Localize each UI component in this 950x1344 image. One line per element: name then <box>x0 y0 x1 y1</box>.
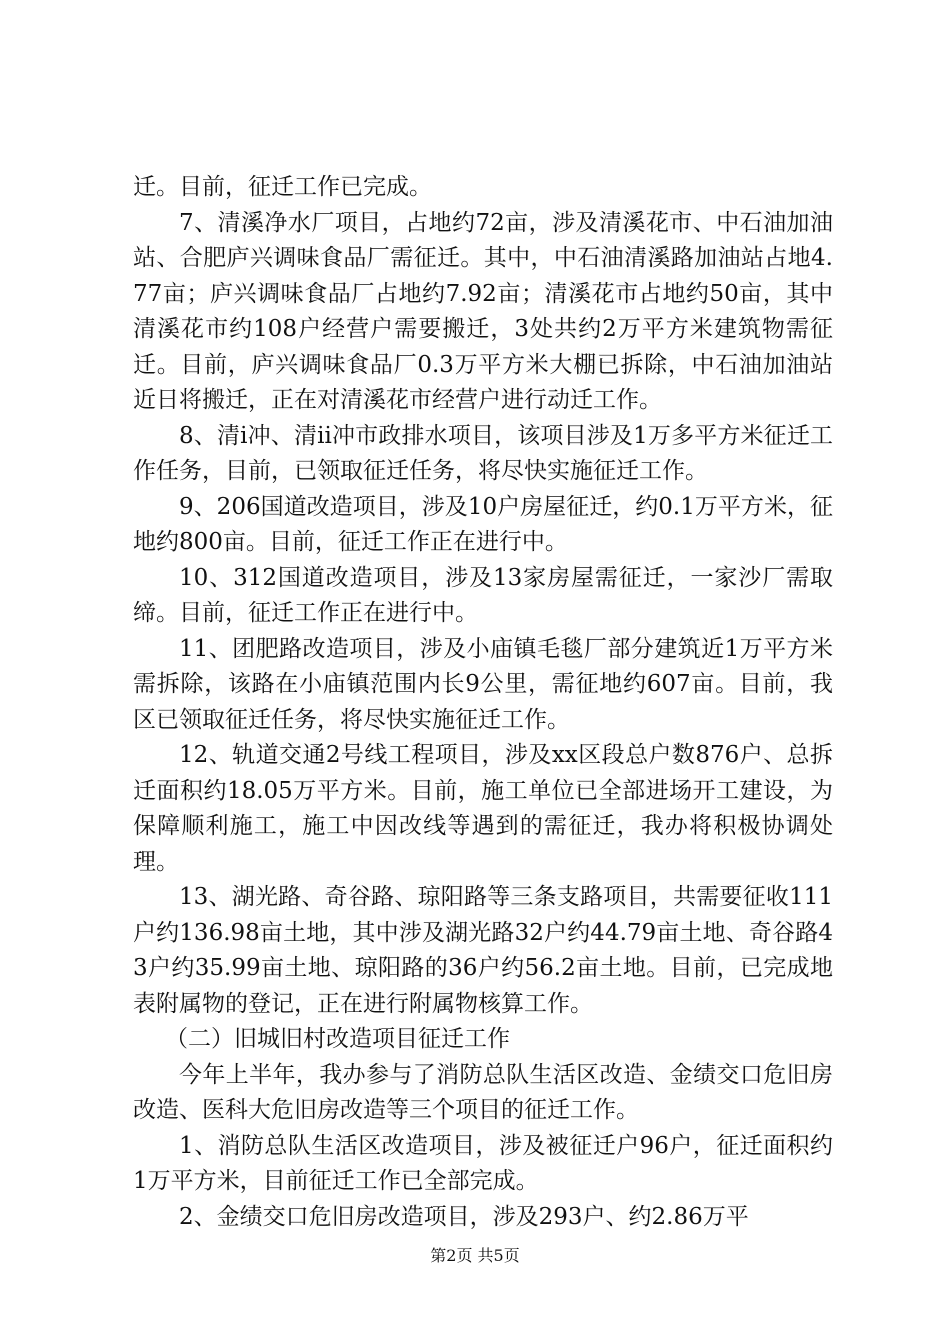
paragraph-continuation: 迁。目前，征迁工作已完成。 <box>133 174 432 200</box>
paragraph-item-8: 8、清ⅰ冲、清ⅱ冲市政排水项目，该项目涉及1万多平方米征迁工作任务，目前，已领取征迁任务，将尽快实施征迁工作。 <box>133 422 833 484</box>
document-body <box>133 170 833 1235</box>
paragraph-item-10: 10、312国道改造项目，涉及13家房屋需征迁，一家沙厂需取缔。目前，征迁工作正在进行中。 <box>133 564 833 626</box>
paragraph-item-11: 11、团肥路改造项目，涉及小庙镇毛毯厂部分建筑近1万平方米需拆除，该路在小庙镇范围内长9公里，需征地约607亩。目前，我区已领取征迁任务，将尽快实施征迁工作。 <box>133 635 833 733</box>
paragraph-subitem-1: 1、消防总队生活区改造项目，涉及被征迁户96户，征迁面积约1万平方米，目前征迁工作已全部完成。 <box>133 1132 833 1194</box>
paragraph-item-13: 13、湖光路、奇谷路、琼阳路等三条支路项目，共需要征收111户约136.98亩土地，其中涉及湖光路32户约44.79亩土地、奇谷路43户约35.99亩土地、琼阳路的36户约56.2亩土地。目前，已完成地表附属物的登记，正在进行附属物核算工作。 <box>133 884 833 1017</box>
paragraph-item-9: 9、206国道改造项目，涉及10户房屋征迁，约0.1万平方米，征地约800亩。目前，征迁工作正在进行中。 <box>133 493 833 555</box>
paragraph-item-7: 7、清溪净水厂项目，占地约72亩，涉及清溪花市、中石油加油站、合肥庐兴调味食品厂需征迁。其中，中石油清溪路加油站占地4.77亩；庐兴调味食品厂占地约7.92亩；清溪花市占地约50亩，其中清溪花市约108户经营户需要搬迁，3处共约2万平方米建筑物需征迁。目前，庐兴调味食品厂0.3万平方米大棚已拆除，中石油加油站近日将搬迁，正在对清溪花市经营户进行动迁工作。 <box>133 209 833 413</box>
section-heading: （二）旧城旧村改造项目征迁工作 <box>165 1026 510 1052</box>
paragraph-item-12: 12、轨道交通2号线工程项目，涉及xx区段总户数876户、总拆迁面积约18.05万平方米。目前，施工单位已全部进场开工建设，为保障顺利施工，施工中因改线等遇到的需征迁，我办将积极协调处理。 <box>133 742 833 875</box>
paragraph-subitem-2: 2、金绩交口危旧房改造项目，涉及293户、约2.86万平 <box>179 1203 749 1230</box>
paragraph-intro: 今年上半年，我办参与了消防总队生活区改造、金绩交口危旧房改造、医科大危旧房改造等三个项目的征迁工作。 <box>133 1061 833 1123</box>
page-number: 第2页 共5页 <box>430 1246 520 1265</box>
